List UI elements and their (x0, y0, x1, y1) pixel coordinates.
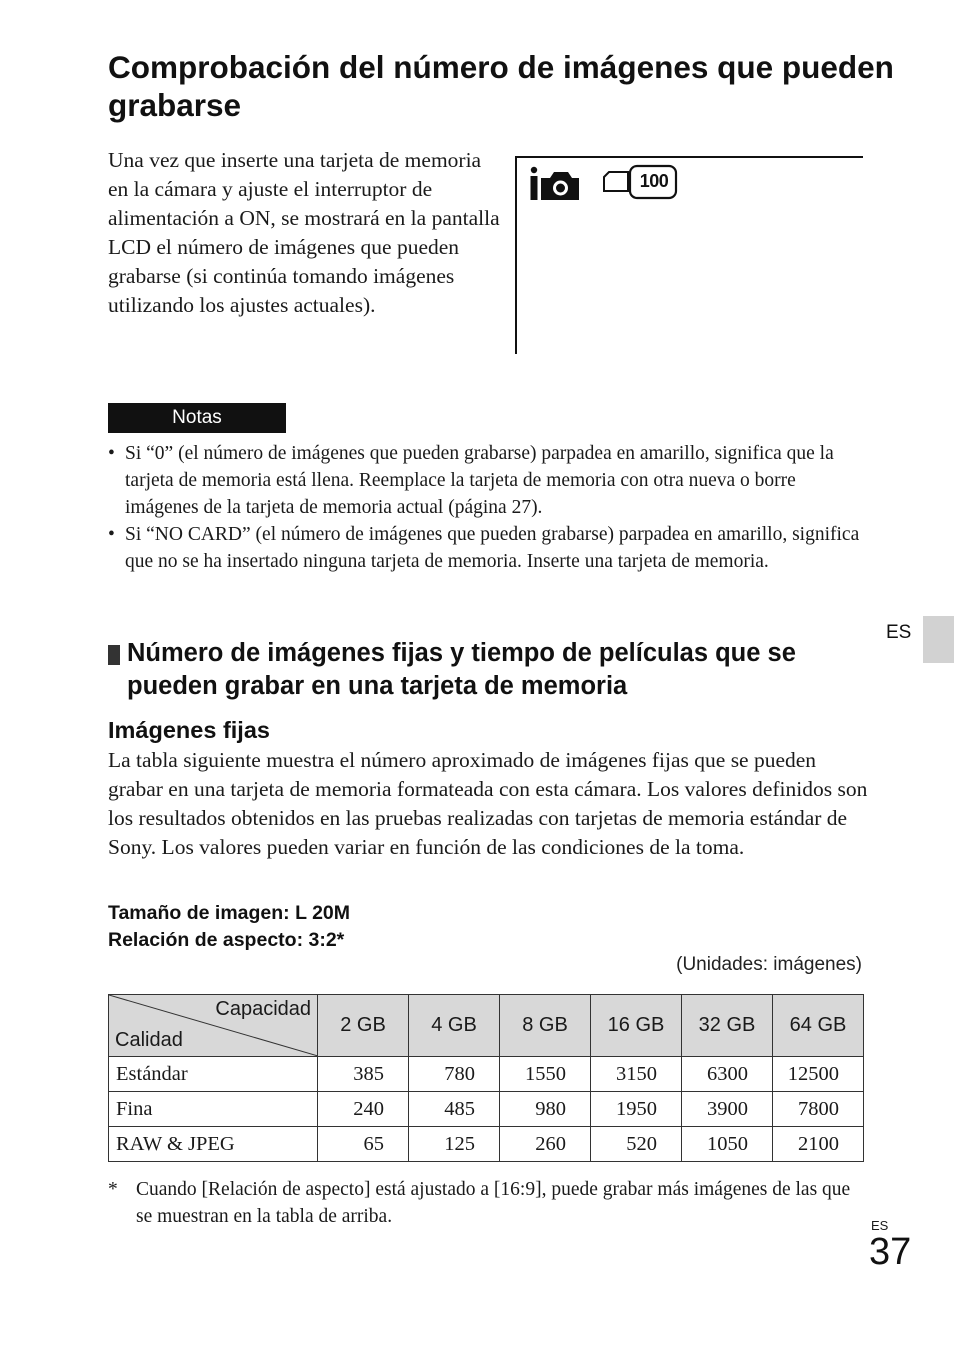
note-text: Si “NO CARD” (el número de imágenes que pueden grabarse) parpadea en amarillo, significa que no se ha insertado ninguna tarjeta de memoria. Inserte una tarjeta de memoria. (125, 524, 860, 572)
table-corner-cell (109, 995, 318, 1057)
capacity-table (108, 994, 864, 1162)
table-cell: 1950 (591, 1092, 682, 1127)
section-marker (108, 645, 120, 665)
column-header: 8 GB (500, 995, 591, 1057)
section-heading: Número de imágenes fijas y tiempo de películas que se pueden grabar en una tarjeta de memoria (127, 639, 796, 700)
column-header: 64 GB (773, 995, 864, 1057)
table-cell: 65 (318, 1127, 409, 1162)
bullet: • (108, 443, 115, 464)
table-row (109, 1057, 864, 1092)
table-cell: 520 (591, 1127, 682, 1162)
table-cell: 3900 (682, 1092, 773, 1127)
subsection-heading: Imágenes fijas (108, 717, 270, 743)
row-label: Fina (109, 1092, 318, 1127)
table-cell: 1050 (682, 1127, 773, 1162)
language-tab-label: ES (886, 622, 912, 643)
table-row (109, 1092, 864, 1127)
quality-label: Calidad (115, 1029, 183, 1051)
capacity-label: Capacidad (215, 998, 311, 1020)
table-cell: 6300 (682, 1057, 773, 1092)
body-paragraph: La tabla siguiente muestra el número aproximado de imágenes fijas que se pueden grabar en una tarjeta de memoria formateada con esta cámara. Los valores definidos son los resultados obtenidos en las pruebas realizadas con tarjetas de memoria estándar de Sony. Los valores pueden variar en función de las condiciones de la toma. (108, 748, 868, 859)
notes-badge: Notas (108, 403, 286, 433)
footnote-text: Cuando [Relación de aspecto] está ajustado a [16:9], puede grabar más imágenes de las que se muestran en la tabla de arriba. (136, 1179, 851, 1227)
image-size-spec: Tamaño de imagen: L 20M (108, 902, 350, 924)
column-header: 2 GB (318, 995, 409, 1057)
row-label: RAW & JPEG (109, 1127, 318, 1162)
language-tab-marker (923, 616, 954, 663)
notes-list (108, 440, 868, 575)
table-cell: 980 (500, 1092, 591, 1127)
intelligent-auto-camera-icon (527, 164, 583, 204)
units-note: (Unidades: imágenes) (676, 954, 862, 975)
column-header: 16 GB (591, 995, 682, 1057)
table-cell: 125 (409, 1127, 500, 1162)
table-cell: 240 (318, 1092, 409, 1127)
table-cell: 385 (318, 1057, 409, 1092)
image-count-readout: 100 (639, 171, 669, 191)
row-label: Estándar (109, 1057, 318, 1092)
table-cell: 12500 (773, 1057, 864, 1092)
column-header: 4 GB (409, 995, 500, 1057)
table-cell: 3150 (591, 1057, 682, 1092)
page-title: Comprobación del número de imágenes que pueden grabarse (108, 49, 894, 123)
table-header-row (109, 995, 864, 1057)
table-cell: 260 (500, 1127, 591, 1162)
note-item (108, 440, 868, 521)
aspect-ratio-spec: Relación de aspecto: 3:2* (108, 929, 345, 951)
footnote (108, 1176, 868, 1230)
table-cell: 1550 (500, 1057, 591, 1092)
table-row (109, 1127, 864, 1162)
intro-paragraph: Una vez que inserte una tarjeta de memoria en la cámara y ajuste el interruptor de alimentación a ON, se mostrará en la pantalla LCD el número de imágenes que pueden grabarse (si continúa tomando imágenes utilizando los ajustes actuales). (108, 148, 500, 317)
table-cell: 780 (409, 1057, 500, 1092)
footnote-mark: * (108, 1179, 118, 1200)
table-cell: 485 (409, 1092, 500, 1127)
bullet: • (108, 524, 115, 545)
page-language-code: ES (871, 1218, 889, 1233)
column-header: 32 GB (682, 995, 773, 1057)
table-cell: 7800 (773, 1092, 864, 1127)
note-text: Si “0” (el número de imágenes que pueden grabarse) parpadea en amarillo, significa que la tarjeta de memoria está llena. Reemplace la tarjeta de memoria con otra nueva o borre imágenes de la tarjeta de memoria actual (página 27). (125, 443, 834, 518)
page-number: 37 (869, 1231, 912, 1273)
table-cell: 2100 (773, 1127, 864, 1162)
note-item (108, 521, 868, 575)
